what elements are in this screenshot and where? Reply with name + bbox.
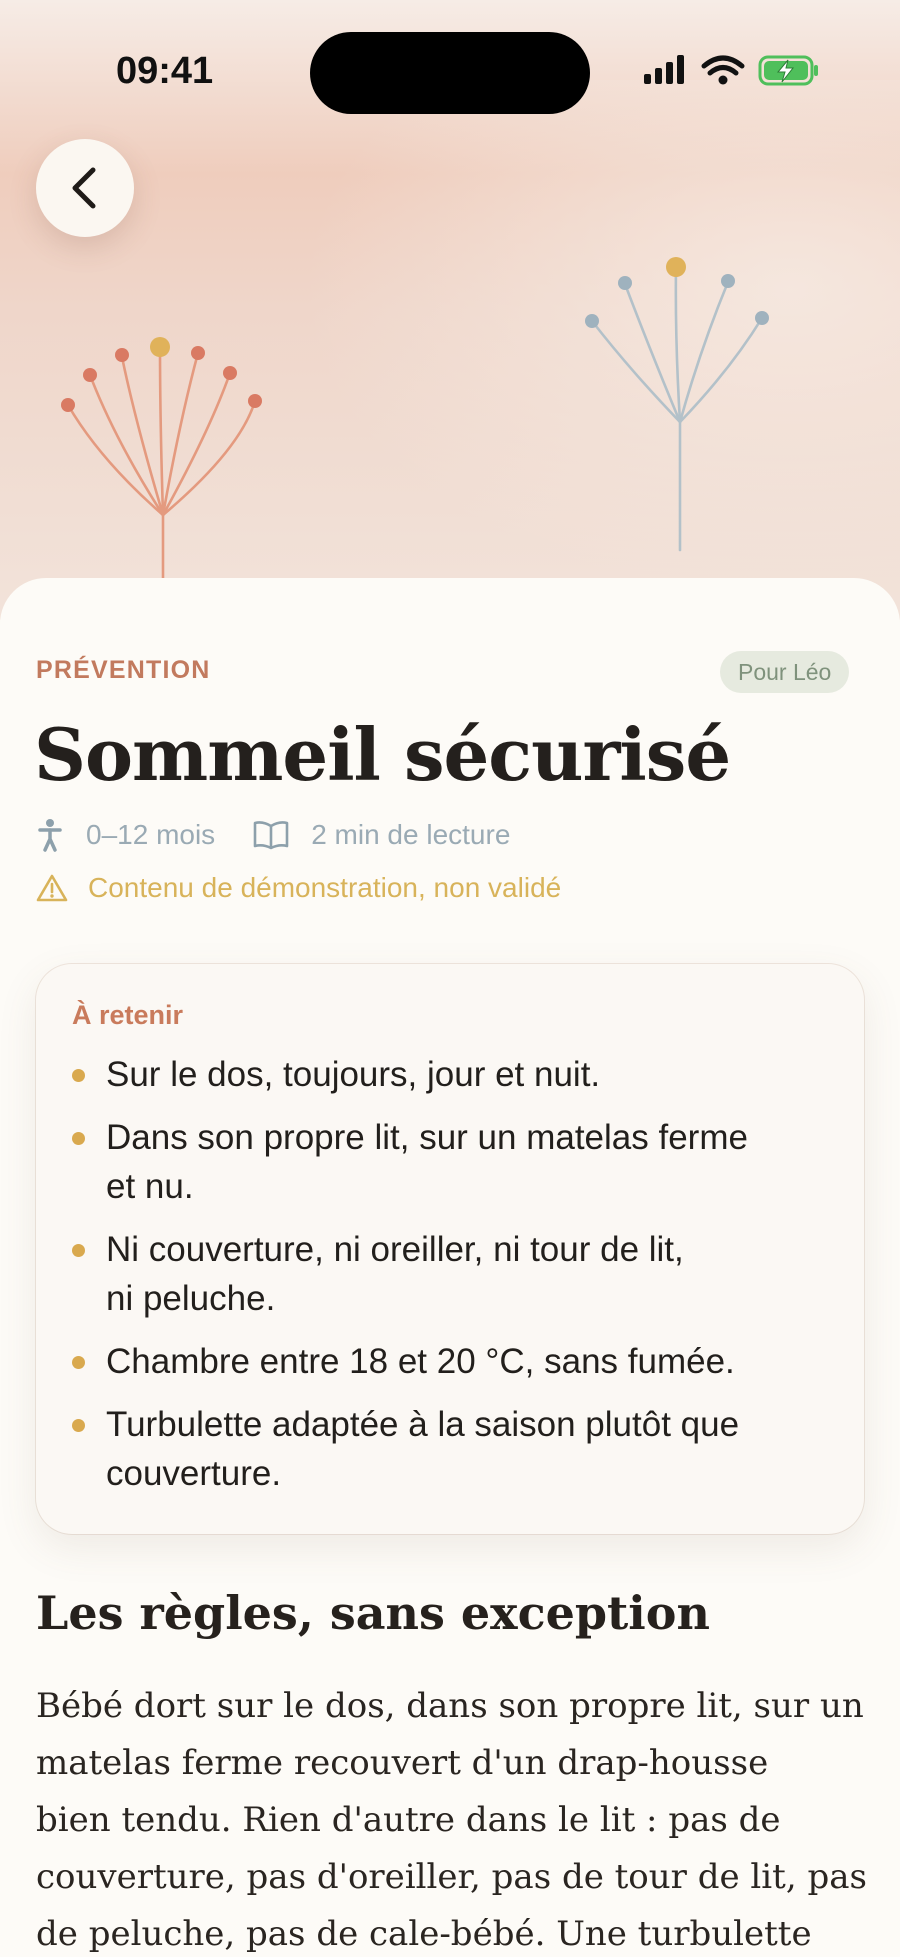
section-title: Les règles, sans exception (36, 1586, 710, 1640)
key-points-card (36, 964, 864, 1534)
dandelion-left-icon (40, 290, 300, 590)
list-item: Turbulette adaptée à la saison plutôt que couverture. (72, 1400, 832, 1498)
bullet-dot (72, 1356, 85, 1369)
dandelion-right-icon (570, 250, 790, 560)
child-badge: Pour Léo (720, 651, 849, 693)
article-title: Sommeil sécurisé (34, 712, 731, 797)
reading-time: 2 min de lecture (311, 819, 511, 850)
age-range: 0–12 mois (86, 819, 216, 850)
bullet-dot (72, 1244, 85, 1257)
key-points-list (72, 1050, 832, 1512)
section-body: Bébé dort sur le dos, dans son propre lit, sur un matelas ferme recouvert d'un drap-housse bien tendu. Rien d'autre dans le lit : pas de couverture, pas d'oreiller, pas de tour de lit, pas de peluche, pas de cale-bébé. Une turbulette (36, 1686, 867, 1954)
status-icons (642, 52, 822, 92)
article-meta (36, 818, 510, 852)
list-item: Chambre entre 18 et 20 °C, sans fumée. (72, 1337, 832, 1386)
list-item: Dans son propre lit, sur un matelas ferme et nu. (72, 1113, 832, 1211)
bullet-dot (72, 1132, 85, 1145)
status-bar (0, 0, 900, 140)
dynamic-island (310, 32, 590, 114)
bullet-dot (72, 1419, 85, 1432)
key-points-title: À retenir (72, 1000, 184, 1030)
warning-icon (36, 874, 68, 902)
article-category: PRÉVENTION (36, 656, 211, 684)
signal-icon (644, 55, 684, 84)
book-icon (253, 820, 289, 850)
wifi-icon (704, 58, 742, 73)
demo-warning (36, 872, 561, 904)
status-time: 09:41 (116, 50, 214, 92)
battery-icon (760, 57, 818, 84)
list-item: Ni couverture, ni oreiller, ni tour de lit, ni peluche. (72, 1225, 832, 1323)
child-figure-icon (36, 818, 64, 852)
warning-text: Contenu de démonstration, non validé (88, 872, 562, 903)
bullet-dot (72, 1069, 85, 1082)
list-item: Sur le dos, toujours, jour et nuit. (72, 1050, 832, 1099)
chevron-left-icon (65, 164, 105, 212)
back-button[interactable] (36, 139, 134, 237)
